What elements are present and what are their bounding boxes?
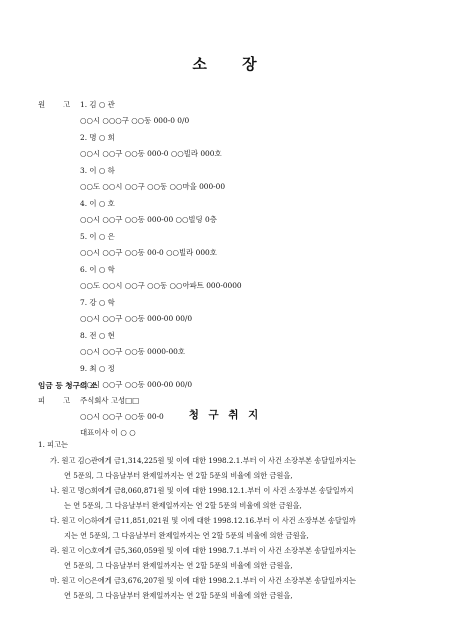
- defendant-address: ○○시 ○○구 ○○동 00-0: [80, 412, 164, 421]
- claim-line: 연 5푼의, 그 다음날부터 완제일까지는 연 2할 5푼의 비율에 의한 금원을,: [64, 561, 293, 570]
- claim-line: 가. 원고 김○관에게 금1,314,225원 및 이에 대한 1998.2.1.부터 이 사건 소장부본 송달일까지는: [50, 456, 356, 465]
- plaintiff-name: 3. 이 ○ 하: [80, 166, 115, 175]
- section-title: 청 구 취 지: [188, 409, 262, 421]
- plaintiff-name: 7. 강 ○ 학: [80, 298, 115, 307]
- plaintiff-name: 6. 이 ○ 학: [80, 265, 115, 274]
- plaintiff-name: 9. 최 ○ 정: [80, 364, 115, 373]
- plaintiff-name: 8. 전 ○ 현: [80, 331, 115, 340]
- plaintiff-name: 2. 명 ○ 희: [80, 133, 115, 142]
- document-title: [0, 53, 450, 74]
- plaintiff-name: 1. 김 ○ 관: [80, 100, 115, 109]
- defendant-representative: 대표이사 이 ○ ○: [80, 428, 136, 437]
- plaintiff-address: ○○시 ○○구 ○○동 000-00 ○○빌딩 0층: [80, 215, 217, 224]
- claim-line: 연 5푼의, 그 다음날부터 완제일까지는 연 2할 5푼의 비율에 의한 금원을,: [64, 471, 293, 480]
- plaintiff-address: ○○시 ○○○구 ○○동 000-0 0/0: [80, 116, 190, 125]
- claim-name: 임금 등 청구의 소: [38, 381, 98, 390]
- claims-heading: 1. 피고는: [38, 440, 68, 449]
- claim-line: 다. 원고 이○하에게 금11,851,021원 및 이에 대한 1998.12.16.부터 이 사건 소장부본 송달일까: [50, 516, 356, 525]
- plaintiff-address: ○○시 ○○구 ○○동 000-0 ○○빌라 000호: [80, 149, 222, 158]
- plaintiff-address: ○○도 ○○시 ○○구 ○○동 ○○마을 000-00: [80, 182, 226, 191]
- claim-line: 라. 원고 이○호에게 금5,360,059원 및 이에 대한 1998.7.1.부터 이 사건 소장부본 송달일까지는: [50, 546, 356, 555]
- title-char: 소: [192, 55, 208, 73]
- claim-line: 마. 원고 이○은에게 금3,676,207원 및 이에 대한 1998.2.1.부터 이 사건 소장부본 송달일까지는: [50, 576, 356, 585]
- claim-line: 는 연 5푼의, 그 다음날부터 완제일까지는 연 2할 5푼의 비율에 의한 금원을,: [64, 501, 302, 510]
- claim-line: 지는 연 5푼의, 그 다음날부터 완제일까지는 연 2할 5푼의 비율에 의한 금원을,: [64, 531, 309, 540]
- plaintiff-address: ○○시 ○○구 ○○동 000-00 00/0: [80, 380, 193, 389]
- plaintiff-address: ○○도 ○○시 ○○구 ○○동 ○○아파트 000-0000: [80, 281, 242, 290]
- plaintiff-label: 원 고: [38, 100, 71, 109]
- defendant-name: 주식회사 고성□□: [80, 396, 140, 405]
- claim-line: 나. 원고 명○희에게 금8,060,871원 및 이에 대한 1998.12.1.부터 이 사건 소장부본 송달일까지: [50, 486, 354, 495]
- title-char: 장: [242, 55, 258, 73]
- plaintiff-address: ○○시 ○○구 ○○동 0000-00호: [80, 347, 186, 356]
- plaintiff-address: ○○시 ○○구 ○○동 000-00 00/0: [80, 314, 193, 323]
- defendant-label: 피 고: [38, 396, 71, 405]
- plaintiff-name: 5. 이 ○ 은: [80, 232, 115, 241]
- plaintiff-name: 4. 이 ○ 호: [80, 199, 115, 208]
- plaintiff-address: ○○시 ○○구 ○○동 00-0 ○○빌라 000호: [80, 248, 217, 257]
- claim-line: 연 5푼의, 그 다음날부터 완제일까지는 연 2할 5푼의 비율에 의한 금원을,: [64, 591, 293, 600]
